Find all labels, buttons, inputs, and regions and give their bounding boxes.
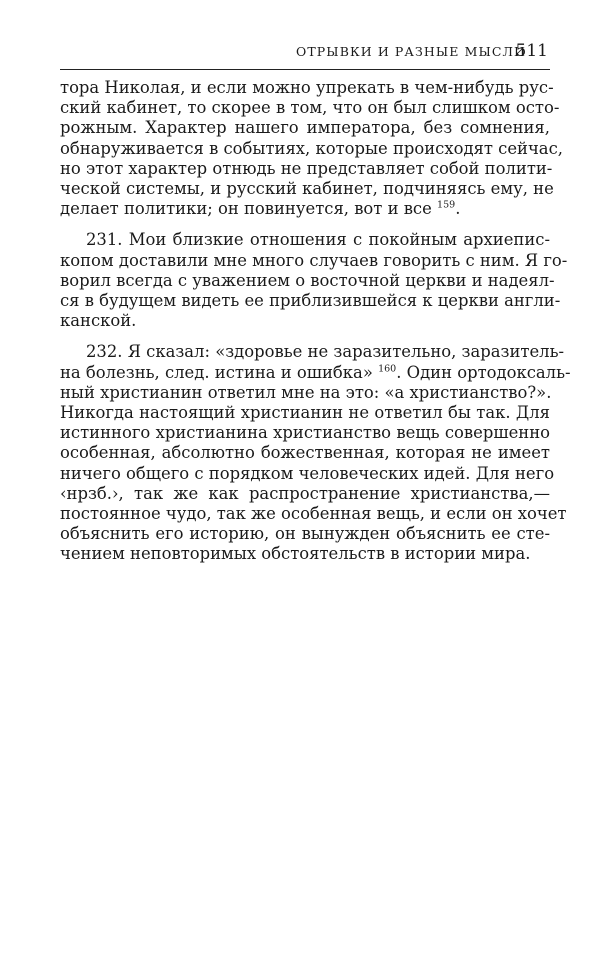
text-line: ся в будущем видеть ее приблизившейся к церкви англи- <box>60 291 561 311</box>
text-line <box>60 362 571 383</box>
text-line: особенная, абсолютно божественная, которая не имеет <box>60 443 550 463</box>
text-fragment: на болезнь, след. истина и ошибка» <box>60 362 373 382</box>
punctuation: . <box>455 199 461 219</box>
paragraph-232 <box>60 342 571 564</box>
text-line: ничего общего с порядком человеческих идей. Для него <box>60 463 555 483</box>
text-line: ворил всегда с уважением о восточной церкви и надеял- <box>60 270 555 290</box>
text-line: 232. Я сказал: «здоровье не заразительно, заразитель- <box>86 342 565 362</box>
body-text <box>60 78 571 565</box>
text-fragment: делает политики; он повинуется, вот и все <box>60 199 432 219</box>
text-line: постоянное чудо, так же особенная вещь, и если он хочет <box>60 504 567 524</box>
text-line: тора Николая, и если можно упрекать в чем-нибудь рус- <box>60 78 554 97</box>
text-line: 231. Мои близкие отношения с покойным архиепис- <box>86 230 550 250</box>
header-rule <box>60 69 550 70</box>
paragraph-continuation <box>60 78 563 219</box>
text-fragment: . Один ортодоксаль- <box>396 362 571 382</box>
page-number: 511 <box>515 41 548 61</box>
text-line: ‹нрзб.›, так же как распространение христианства,— <box>60 483 550 503</box>
text-line: обнаруживается в событиях, которые происходят сейчас, <box>60 138 563 158</box>
paragraph-231 <box>60 230 568 331</box>
running-title: ОТРЫВКИ И РАЗНЫЕ МЫСЛИ <box>296 44 527 59</box>
running-header <box>60 40 550 66</box>
text-line: чением неповторимых обстоятельств в истории мира. <box>60 544 531 564</box>
footnote-ref: 160 <box>378 363 397 375</box>
text-line: но этот характер отнюдь не представляет собой полити- <box>60 158 553 178</box>
text-line: истинного христианина христианство вещь совершенно <box>60 423 550 443</box>
footnote-ref: 159 <box>437 199 456 211</box>
text-line: Никогда настоящий христианин не ответил бы так. Для <box>60 403 550 423</box>
text-line: объяснить его историю, он вынужден объяснить ее сте- <box>60 524 550 544</box>
text-line: ный христианин ответил мне на это: «а христианство?». <box>60 382 552 402</box>
text-line <box>60 199 550 219</box>
text-line: канской. <box>60 311 137 331</box>
text-line: копом доставили мне много случаев говорить с ним. Я го- <box>60 250 568 270</box>
text-line: ческой системы, и русский кабинет, подчиняясь ему, не <box>60 179 554 199</box>
text-line: рожным. Характер нашего императора, без сомнения, <box>60 118 550 138</box>
text-line: ский кабинет, то скорее в том, что он был слишком осто- <box>60 98 560 118</box>
